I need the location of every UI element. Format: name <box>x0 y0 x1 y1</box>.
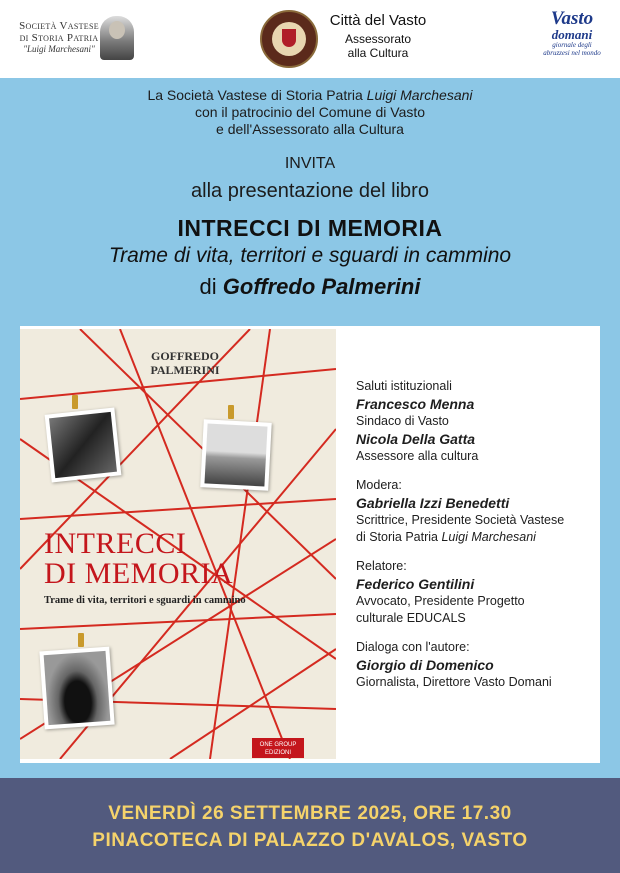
vasto-domani-name1: Vasto <box>550 8 594 29</box>
intro-line3: e dell'Assessorato alla Cultura <box>216 121 404 137</box>
cover-subtitle: Trame di vita, territori e sguardi in cammino <box>44 595 246 606</box>
speaker1-name: Francesco Menna <box>356 396 475 412</box>
clip-icon <box>72 395 78 409</box>
book-author <box>0 274 620 300</box>
publisher-line2: EDIZIONI <box>264 750 291 756</box>
city-dept-line2: alla Cultura <box>347 46 409 60</box>
vasto-domani-tagline2: abruzzesi nel mondo <box>543 49 601 57</box>
cover-title-line2: DI MEMORIA <box>44 557 234 590</box>
clip-icon <box>228 405 234 419</box>
city-logo-text <box>318 12 438 60</box>
vasto-domani-logo <box>532 10 612 57</box>
society-logo <box>14 20 104 54</box>
dialoga-role: Giornalista, Direttore Vasto Domani <box>356 675 552 689</box>
city-crest-icon <box>260 10 318 68</box>
moderator-role-line2-italic: Luigi Marchesani <box>441 530 536 544</box>
speaker2-name: Nicola Della Gatta <box>356 431 476 447</box>
invita-heading: INVITA <box>284 155 336 172</box>
clip-icon <box>78 633 84 647</box>
relatore-role-line1: Avvocato, Presidente Progetto <box>356 594 525 608</box>
intro-line2: con il patrocinio del Comune di Vasto <box>194 104 426 120</box>
intro-line1-italic: Luigi Marchesani <box>366 87 473 103</box>
event-venue: PINACOTECA DI PALAZZO D'AVALOS, VASTO <box>92 830 528 851</box>
vasto-domani-tagline1: giornale degli <box>552 41 592 49</box>
relatore-role-line2: culturale EDUCALS <box>356 611 466 625</box>
cover-title-line1: INTRECCI <box>44 527 187 560</box>
footer-bar <box>0 778 620 873</box>
header-bar <box>0 0 620 78</box>
speaker1-role: Sindaco di Vasto <box>356 414 449 428</box>
cover-author-line1: GOFFREDO <box>151 349 219 363</box>
city-name: Città del Vasto <box>329 12 427 29</box>
cover-photo-harbor <box>200 419 271 490</box>
book-title: INTRECCI DI MEMORIA <box>177 215 443 241</box>
book-subtitle: Trame di vita, territori e sguardi in cammino <box>108 244 512 267</box>
book-cover <box>20 329 336 759</box>
relatore-name: Federico Gentilini <box>356 576 475 592</box>
intro-text <box>0 87 620 138</box>
moderator-role-line2: di Storia Patria <box>356 530 442 544</box>
moderator-role-line1: Scrittrice, Presidente Società Vastese <box>356 513 565 527</box>
author-name: Goffredo Palmerini <box>222 274 421 299</box>
society-name-line1: Società Vastese <box>19 20 99 32</box>
dialoga-heading: Dialoga con l'autore: <box>356 640 470 654</box>
society-name-line2: di Storia Patria <box>19 32 99 44</box>
cover-photo-people <box>45 408 122 483</box>
publisher-line1: ONE GROUP <box>259 742 297 748</box>
event-date: VENERDÌ 26 SETTEMBRE 2025, ORE 17.30 <box>108 803 512 824</box>
dialoga-name: Giorgio di Domenico <box>356 657 494 673</box>
publisher-logo <box>252 738 304 758</box>
moderator-name: Gabriella Izzi Benedetti <box>356 495 510 511</box>
cover-author <box>130 349 240 377</box>
city-dept-line1: Assessorato <box>344 32 412 46</box>
cover-title <box>44 529 233 589</box>
portrait-image <box>100 16 134 60</box>
speaker2-role: Assessore alla cultura <box>356 449 479 463</box>
cover-author-line2: PALMERINI <box>150 363 220 377</box>
society-name-line3: "Luigi Marchesani" <box>23 44 95 54</box>
intro-line1: La Società Vastese di Storia Patria <box>147 87 367 103</box>
program-list <box>356 378 606 691</box>
presentation-line: alla presentazione del libro <box>191 180 429 202</box>
cover-photo-portal <box>39 647 114 730</box>
saluti-heading: Saluti istituzionali <box>356 379 452 393</box>
modera-heading: Modera: <box>356 478 402 492</box>
author-prefix: di <box>199 274 223 299</box>
relatore-heading: Relatore: <box>356 559 407 573</box>
vasto-domani-name2: domani <box>551 27 593 42</box>
